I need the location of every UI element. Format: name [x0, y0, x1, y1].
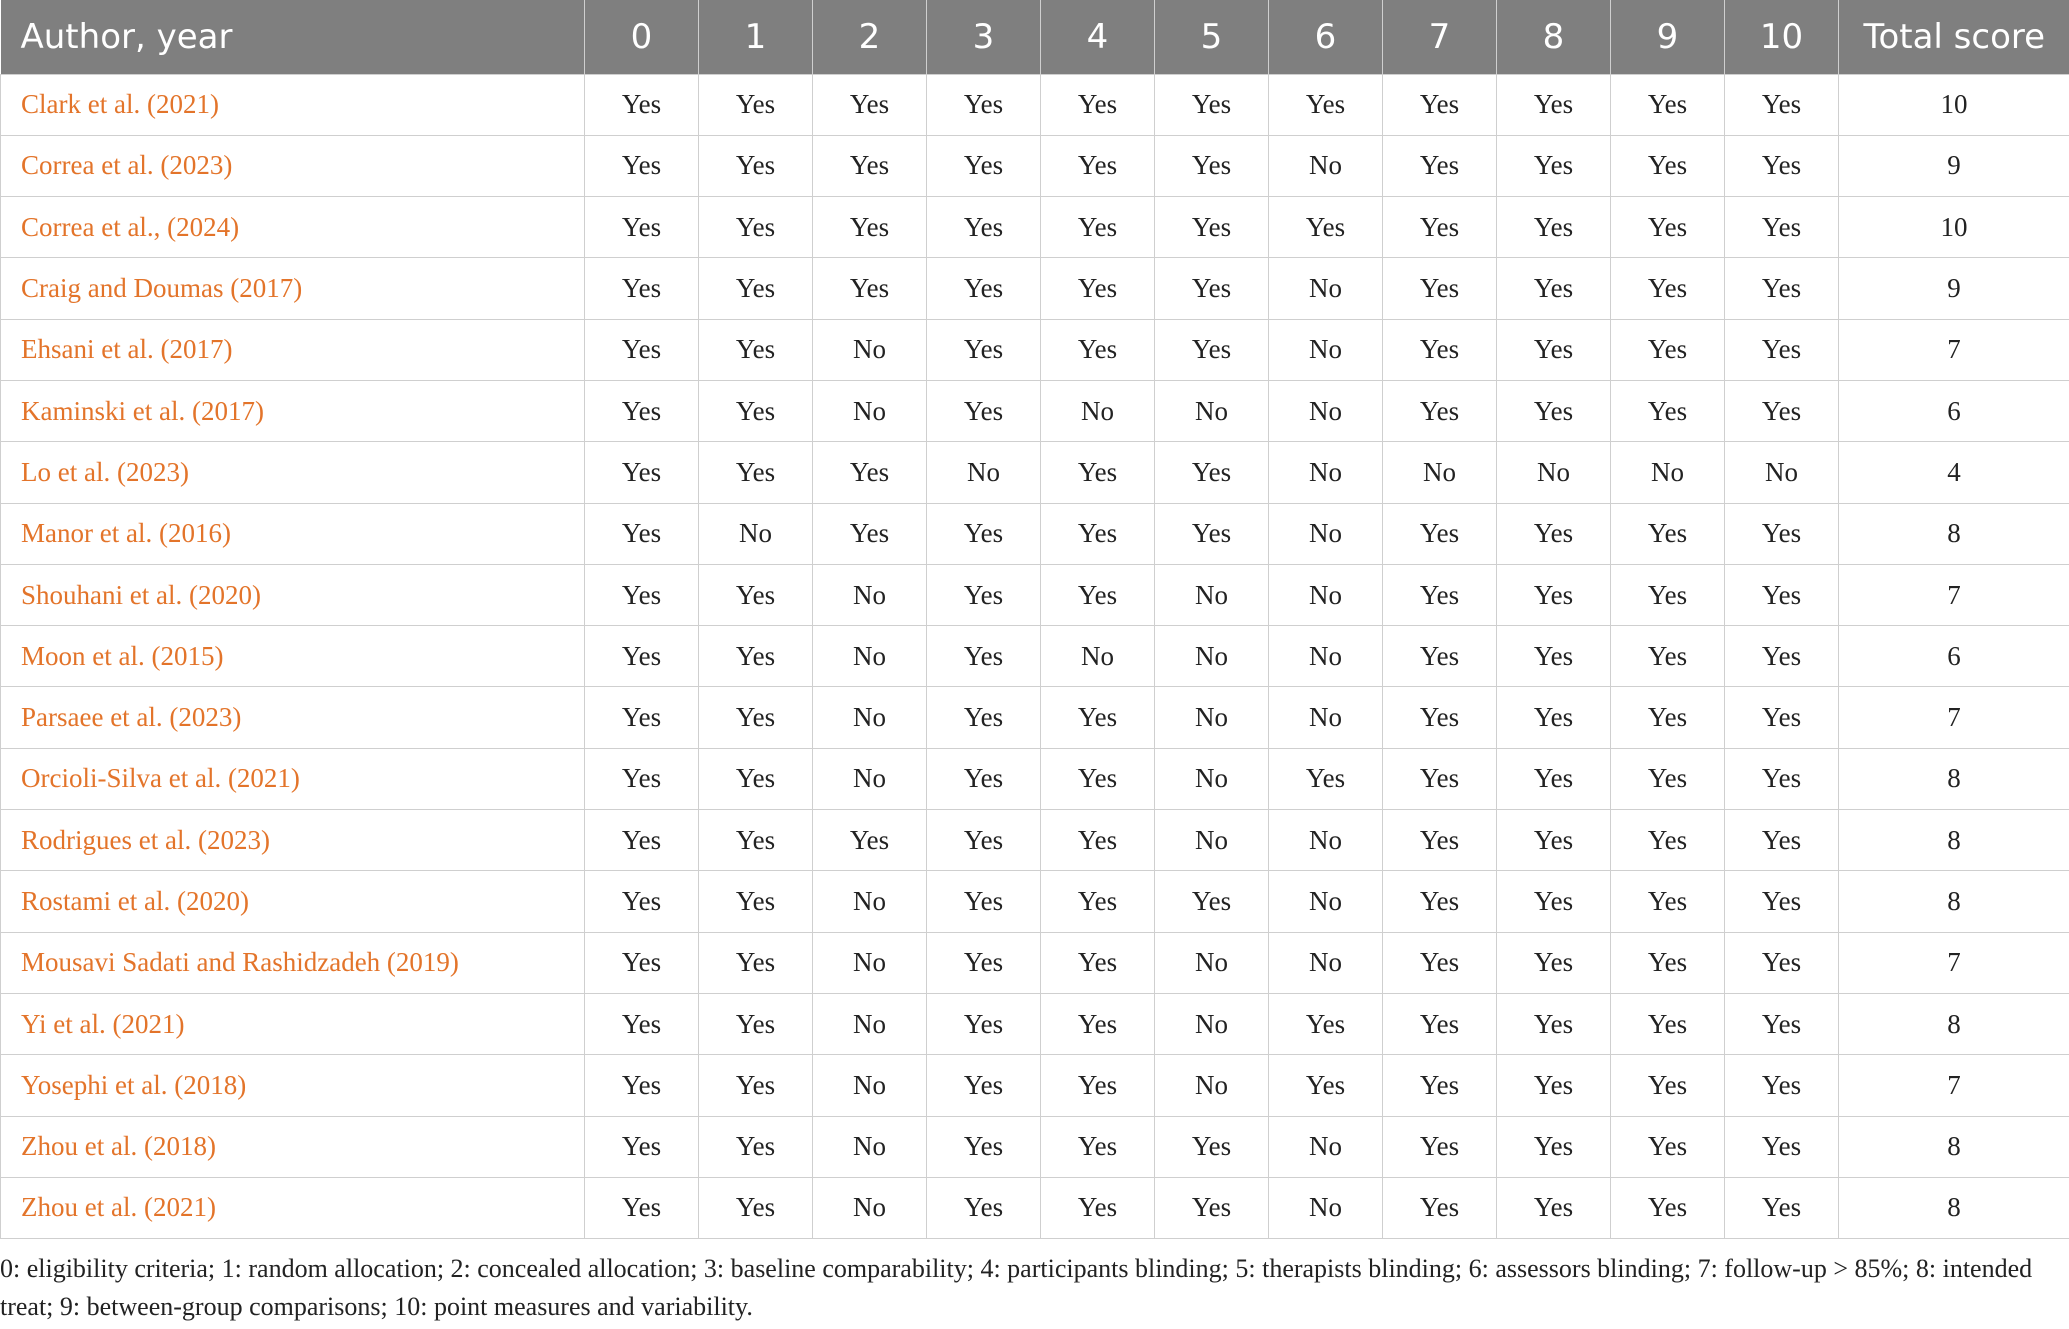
criterion-1-cell: Yes: [699, 932, 813, 993]
criterion-9-cell: Yes: [1611, 564, 1725, 625]
criterion-0-cell: Yes: [585, 993, 699, 1054]
criterion-3-cell: Yes: [927, 258, 1041, 319]
table-row: [1, 135, 2069, 196]
total-score-cell: 9: [1839, 135, 2069, 196]
criterion-1-cell: Yes: [699, 871, 813, 932]
criterion-2-cell: No: [813, 319, 927, 380]
author-year-cell[interactable]: Zhou et al. (2018): [1, 1116, 585, 1177]
header-criterion-5: 5: [1155, 0, 1269, 74]
criterion-0-cell: Yes: [585, 135, 699, 196]
criterion-6-cell: No: [1269, 810, 1383, 871]
header-criterion-7: 7: [1383, 0, 1497, 74]
criterion-2-cell: Yes: [813, 810, 927, 871]
criterion-5-cell: No: [1155, 810, 1269, 871]
criterion-9-cell: Yes: [1611, 932, 1725, 993]
total-score-cell: 6: [1839, 626, 2069, 687]
criterion-1-cell: Yes: [699, 1116, 813, 1177]
criterion-6-cell: No: [1269, 380, 1383, 441]
criterion-10-cell: Yes: [1725, 1116, 1839, 1177]
criterion-9-cell: Yes: [1611, 871, 1725, 932]
criterion-7-cell: Yes: [1383, 932, 1497, 993]
criterion-7-cell: Yes: [1383, 74, 1497, 135]
criterion-9-cell: Yes: [1611, 74, 1725, 135]
criterion-10-cell: Yes: [1725, 1055, 1839, 1116]
criterion-3-cell: Yes: [927, 626, 1041, 687]
criterion-4-cell: Yes: [1041, 687, 1155, 748]
criterion-7-cell: Yes: [1383, 871, 1497, 932]
criterion-5-cell: Yes: [1155, 1177, 1269, 1238]
criterion-3-cell: Yes: [927, 319, 1041, 380]
criterion-4-cell: Yes: [1041, 748, 1155, 809]
total-score-cell: 7: [1839, 564, 2069, 625]
criterion-4-cell: Yes: [1041, 135, 1155, 196]
criterion-6-cell: No: [1269, 258, 1383, 319]
criterion-1-cell: Yes: [699, 319, 813, 380]
criterion-4-cell: Yes: [1041, 319, 1155, 380]
criterion-7-cell: Yes: [1383, 380, 1497, 441]
criterion-3-cell: Yes: [927, 197, 1041, 258]
total-score-cell: 7: [1839, 932, 2069, 993]
criterion-5-cell: No: [1155, 932, 1269, 993]
total-score-cell: 7: [1839, 319, 2069, 380]
criterion-5-cell: Yes: [1155, 197, 1269, 258]
criterion-4-cell: No: [1041, 380, 1155, 441]
author-year-cell[interactable]: Kaminski et al. (2017): [1, 380, 585, 441]
criterion-5-cell: No: [1155, 564, 1269, 625]
criterion-9-cell: Yes: [1611, 503, 1725, 564]
total-score-cell: 10: [1839, 74, 2069, 135]
header-criterion-4: 4: [1041, 0, 1155, 74]
criterion-5-cell: Yes: [1155, 871, 1269, 932]
criterion-4-cell: Yes: [1041, 993, 1155, 1054]
criterion-0-cell: Yes: [585, 871, 699, 932]
criterion-5-cell: Yes: [1155, 503, 1269, 564]
criterion-5-cell: No: [1155, 687, 1269, 748]
table-row: [1, 380, 2069, 441]
criterion-1-cell: Yes: [699, 74, 813, 135]
table-row: [1, 442, 2069, 503]
criterion-2-cell: Yes: [813, 258, 927, 319]
criterion-2-cell: No: [813, 564, 927, 625]
criterion-7-cell: Yes: [1383, 1116, 1497, 1177]
criterion-0-cell: Yes: [585, 687, 699, 748]
criterion-7-cell: Yes: [1383, 993, 1497, 1054]
criterion-9-cell: Yes: [1611, 748, 1725, 809]
criterion-6-cell: Yes: [1269, 197, 1383, 258]
criterion-4-cell: No: [1041, 626, 1155, 687]
table-row: [1, 626, 2069, 687]
criterion-9-cell: Yes: [1611, 626, 1725, 687]
header-criterion-9: 9: [1611, 0, 1725, 74]
table-row: [1, 74, 2069, 135]
criterion-9-cell: Yes: [1611, 258, 1725, 319]
criterion-0-cell: Yes: [585, 1055, 699, 1116]
criterion-0-cell: Yes: [585, 748, 699, 809]
criterion-9-cell: No: [1611, 442, 1725, 503]
criterion-5-cell: No: [1155, 748, 1269, 809]
criterion-2-cell: No: [813, 748, 927, 809]
criterion-9-cell: Yes: [1611, 135, 1725, 196]
criterion-2-cell: Yes: [813, 503, 927, 564]
author-year-cell[interactable]: Correa et al., (2024): [1, 197, 585, 258]
criterion-9-cell: Yes: [1611, 993, 1725, 1054]
criterion-1-cell: Yes: [699, 380, 813, 441]
criterion-0-cell: Yes: [585, 197, 699, 258]
total-score-cell: 8: [1839, 503, 2069, 564]
criterion-10-cell: No: [1725, 442, 1839, 503]
criterion-4-cell: Yes: [1041, 1055, 1155, 1116]
header-criterion-10: 10: [1725, 0, 1839, 74]
criterion-10-cell: Yes: [1725, 810, 1839, 871]
author-year-cell[interactable]: Orcioli-Silva et al. (2021): [1, 748, 585, 809]
criterion-7-cell: Yes: [1383, 748, 1497, 809]
criterion-9-cell: Yes: [1611, 810, 1725, 871]
total-score-cell: 7: [1839, 1055, 2069, 1116]
table-row: [1, 687, 2069, 748]
criterion-8-cell: Yes: [1497, 74, 1611, 135]
criterion-1-cell: Yes: [699, 1177, 813, 1238]
author-year-cell[interactable]: Yosephi et al. (2018): [1, 1055, 585, 1116]
total-score-cell: 10: [1839, 197, 2069, 258]
criterion-7-cell: Yes: [1383, 319, 1497, 380]
criterion-4-cell: Yes: [1041, 442, 1155, 503]
criterion-6-cell: No: [1269, 135, 1383, 196]
criterion-8-cell: Yes: [1497, 319, 1611, 380]
header-criterion-6: 6: [1269, 0, 1383, 74]
criterion-1-cell: No: [699, 503, 813, 564]
criterion-1-cell: Yes: [699, 442, 813, 503]
author-year-cell[interactable]: Craig and Doumas (2017): [1, 258, 585, 319]
table-header: [1, 0, 2069, 74]
criterion-8-cell: Yes: [1497, 687, 1611, 748]
criterion-3-cell: Yes: [927, 993, 1041, 1054]
criterion-3-cell: No: [927, 442, 1041, 503]
criterion-8-cell: Yes: [1497, 1177, 1611, 1238]
table-footnote: 0: eligibility criteria; 1: random allocation; 2: concealed allocation; 3: baseline comparability; 4: participants blinding; 5: therapists blinding; 6: assessors blinding; 7: follow-up > 85%; 8: intended treat; 9: between-group comparisons; 10: point measures and variability.: [0, 1254, 2033, 1321]
criterion-4-cell: Yes: [1041, 564, 1155, 625]
criterion-7-cell: Yes: [1383, 258, 1497, 319]
header-row: [1, 0, 2069, 74]
criterion-6-cell: Yes: [1269, 1055, 1383, 1116]
table-body: [1, 74, 2069, 1239]
header-author-year: Author, year: [1, 0, 585, 74]
criterion-3-cell: Yes: [927, 687, 1041, 748]
table-row: [1, 1116, 2069, 1177]
author-year-cell[interactable]: Parsaee et al. (2023): [1, 687, 585, 748]
criterion-8-cell: Yes: [1497, 1116, 1611, 1177]
criterion-1-cell: Yes: [699, 626, 813, 687]
criterion-10-cell: Yes: [1725, 380, 1839, 441]
criterion-10-cell: Yes: [1725, 74, 1839, 135]
criterion-2-cell: Yes: [813, 135, 927, 196]
criterion-10-cell: Yes: [1725, 687, 1839, 748]
author-year-cell[interactable]: Rostami et al. (2020): [1, 871, 585, 932]
table-row: [1, 810, 2069, 871]
criterion-6-cell: No: [1269, 319, 1383, 380]
criterion-5-cell: Yes: [1155, 258, 1269, 319]
criterion-7-cell: Yes: [1383, 197, 1497, 258]
criterion-2-cell: No: [813, 932, 927, 993]
total-score-cell: 8: [1839, 1177, 2069, 1238]
criterion-0-cell: Yes: [585, 503, 699, 564]
criterion-3-cell: Yes: [927, 810, 1041, 871]
criterion-2-cell: Yes: [813, 442, 927, 503]
header-criterion-2: 2: [813, 0, 927, 74]
criterion-7-cell: Yes: [1383, 135, 1497, 196]
criterion-4-cell: Yes: [1041, 74, 1155, 135]
criterion-2-cell: Yes: [813, 74, 927, 135]
author-year-cell[interactable]: Manor et al. (2016): [1, 503, 585, 564]
table-row: [1, 197, 2069, 258]
criterion-2-cell: No: [813, 871, 927, 932]
criterion-8-cell: Yes: [1497, 810, 1611, 871]
criterion-1-cell: Yes: [699, 197, 813, 258]
header-criterion-3: 3: [927, 0, 1041, 74]
criterion-4-cell: Yes: [1041, 871, 1155, 932]
table-row: [1, 503, 2069, 564]
criterion-9-cell: Yes: [1611, 380, 1725, 441]
author-year-cell[interactable]: Zhou et al. (2021): [1, 1177, 585, 1238]
criterion-5-cell: No: [1155, 993, 1269, 1054]
table-row: [1, 993, 2069, 1054]
author-year-cell[interactable]: Shouhani et al. (2020): [1, 564, 585, 625]
criterion-0-cell: Yes: [585, 380, 699, 441]
criterion-9-cell: Yes: [1611, 1177, 1725, 1238]
criterion-6-cell: No: [1269, 1116, 1383, 1177]
criterion-10-cell: Yes: [1725, 258, 1839, 319]
table-row: [1, 258, 2069, 319]
criterion-2-cell: No: [813, 626, 927, 687]
criterion-6-cell: Yes: [1269, 74, 1383, 135]
total-score-cell: 8: [1839, 871, 2069, 932]
criterion-3-cell: Yes: [927, 1055, 1041, 1116]
criterion-0-cell: Yes: [585, 442, 699, 503]
total-score-cell: 8: [1839, 810, 2069, 871]
criterion-9-cell: Yes: [1611, 687, 1725, 748]
criterion-4-cell: Yes: [1041, 258, 1155, 319]
total-score-cell: 9: [1839, 258, 2069, 319]
author-year-cell[interactable]: Lo et al. (2023): [1, 442, 585, 503]
total-score-cell: 7: [1839, 687, 2069, 748]
criterion-3-cell: Yes: [927, 564, 1041, 625]
criterion-1-cell: Yes: [699, 1055, 813, 1116]
criterion-10-cell: Yes: [1725, 993, 1839, 1054]
criterion-6-cell: No: [1269, 442, 1383, 503]
criterion-8-cell: Yes: [1497, 135, 1611, 196]
criterion-2-cell: No: [813, 1116, 927, 1177]
criterion-2-cell: No: [813, 380, 927, 441]
criterion-3-cell: Yes: [927, 748, 1041, 809]
criterion-2-cell: Yes: [813, 197, 927, 258]
criterion-10-cell: Yes: [1725, 1177, 1839, 1238]
criterion-5-cell: Yes: [1155, 74, 1269, 135]
criterion-4-cell: Yes: [1041, 932, 1155, 993]
criterion-1-cell: Yes: [699, 810, 813, 871]
criterion-6-cell: No: [1269, 932, 1383, 993]
criterion-10-cell: Yes: [1725, 197, 1839, 258]
criterion-6-cell: No: [1269, 626, 1383, 687]
table-row: [1, 932, 2069, 993]
criterion-9-cell: Yes: [1611, 1116, 1725, 1177]
criterion-8-cell: Yes: [1497, 932, 1611, 993]
total-score-cell: 8: [1839, 1116, 2069, 1177]
criterion-0-cell: Yes: [585, 1177, 699, 1238]
header-criterion-8: 8: [1497, 0, 1611, 74]
criterion-0-cell: Yes: [585, 932, 699, 993]
criterion-8-cell: Yes: [1497, 748, 1611, 809]
criterion-3-cell: Yes: [927, 74, 1041, 135]
criterion-4-cell: Yes: [1041, 810, 1155, 871]
criterion-6-cell: Yes: [1269, 993, 1383, 1054]
criterion-4-cell: Yes: [1041, 503, 1155, 564]
criterion-10-cell: Yes: [1725, 564, 1839, 625]
criterion-10-cell: Yes: [1725, 932, 1839, 993]
table-row: [1, 319, 2069, 380]
total-score-cell: 6: [1839, 380, 2069, 441]
criterion-3-cell: Yes: [927, 1177, 1041, 1238]
criterion-5-cell: Yes: [1155, 1116, 1269, 1177]
total-score-cell: 8: [1839, 993, 2069, 1054]
criterion-8-cell: Yes: [1497, 626, 1611, 687]
author-year-cell[interactable]: Yi et al. (2021): [1, 993, 585, 1054]
criterion-8-cell: Yes: [1497, 564, 1611, 625]
criterion-1-cell: Yes: [699, 135, 813, 196]
criterion-8-cell: Yes: [1497, 258, 1611, 319]
criterion-6-cell: No: [1269, 564, 1383, 625]
criterion-7-cell: No: [1383, 442, 1497, 503]
criterion-5-cell: No: [1155, 626, 1269, 687]
criterion-2-cell: No: [813, 687, 927, 748]
criterion-8-cell: Yes: [1497, 871, 1611, 932]
total-score-cell: 8: [1839, 748, 2069, 809]
criterion-8-cell: Yes: [1497, 993, 1611, 1054]
criterion-0-cell: Yes: [585, 564, 699, 625]
criterion-0-cell: Yes: [585, 810, 699, 871]
criterion-5-cell: No: [1155, 1055, 1269, 1116]
criterion-7-cell: Yes: [1383, 1055, 1497, 1116]
author-year-cell[interactable]: Mousavi Sadati and Rashidzadeh (2019): [1, 932, 585, 993]
criterion-8-cell: Yes: [1497, 380, 1611, 441]
criterion-3-cell: Yes: [927, 932, 1041, 993]
total-score-cell: 4: [1839, 442, 2069, 503]
author-year-cell[interactable]: Ehsani et al. (2017): [1, 319, 585, 380]
criterion-0-cell: Yes: [585, 258, 699, 319]
criterion-0-cell: Yes: [585, 626, 699, 687]
header-total-score: Total score: [1863, 16, 2046, 57]
header-criterion-1: 1: [699, 0, 813, 74]
criterion-4-cell: Yes: [1041, 197, 1155, 258]
criterion-1-cell: Yes: [699, 564, 813, 625]
table-row: [1, 1055, 2069, 1116]
criterion-0-cell: Yes: [585, 1116, 699, 1177]
author-year-cell[interactable]: Rodrigues et al. (2023): [1, 810, 585, 871]
criterion-10-cell: Yes: [1725, 748, 1839, 809]
criterion-3-cell: Yes: [927, 380, 1041, 441]
criterion-6-cell: No: [1269, 1177, 1383, 1238]
criterion-4-cell: Yes: [1041, 1177, 1155, 1238]
criterion-3-cell: Yes: [927, 503, 1041, 564]
criterion-10-cell: Yes: [1725, 319, 1839, 380]
criterion-8-cell: Yes: [1497, 197, 1611, 258]
criterion-6-cell: No: [1269, 871, 1383, 932]
table-row: [1, 871, 2069, 932]
criterion-8-cell: Yes: [1497, 1055, 1611, 1116]
criterion-9-cell: Yes: [1611, 197, 1725, 258]
criterion-6-cell: No: [1269, 503, 1383, 564]
table-row: [1, 1177, 2069, 1238]
criterion-1-cell: Yes: [699, 748, 813, 809]
table-row: [1, 564, 2069, 625]
criterion-9-cell: Yes: [1611, 319, 1725, 380]
criterion-8-cell: Yes: [1497, 503, 1611, 564]
criterion-4-cell: Yes: [1041, 1116, 1155, 1177]
criterion-0-cell: Yes: [585, 74, 699, 135]
criterion-5-cell: No: [1155, 380, 1269, 441]
criterion-5-cell: Yes: [1155, 135, 1269, 196]
criterion-0-cell: Yes: [585, 319, 699, 380]
criterion-1-cell: Yes: [699, 687, 813, 748]
criterion-1-cell: Yes: [699, 993, 813, 1054]
criterion-9-cell: Yes: [1611, 1055, 1725, 1116]
criterion-10-cell: Yes: [1725, 626, 1839, 687]
criterion-1-cell: Yes: [699, 258, 813, 319]
author-year-cell[interactable]: Clark et al. (2021): [1, 74, 585, 135]
author-year-cell[interactable]: Moon et al. (2015): [1, 626, 585, 687]
criterion-6-cell: Yes: [1269, 748, 1383, 809]
criterion-7-cell: Yes: [1383, 503, 1497, 564]
criterion-10-cell: Yes: [1725, 871, 1839, 932]
header-criterion-0: 0: [585, 0, 699, 74]
criterion-10-cell: Yes: [1725, 135, 1839, 196]
criterion-7-cell: Yes: [1383, 564, 1497, 625]
criterion-2-cell: No: [813, 1055, 927, 1116]
criterion-5-cell: Yes: [1155, 319, 1269, 380]
criterion-5-cell: Yes: [1155, 442, 1269, 503]
criterion-3-cell: Yes: [927, 135, 1041, 196]
criterion-7-cell: Yes: [1383, 687, 1497, 748]
criterion-2-cell: No: [813, 1177, 927, 1238]
criterion-6-cell: No: [1269, 687, 1383, 748]
criterion-3-cell: Yes: [927, 1116, 1041, 1177]
table-row: [1, 748, 2069, 809]
author-year-cell[interactable]: Correa et al. (2023): [1, 135, 585, 196]
criterion-2-cell: No: [813, 993, 927, 1054]
criterion-7-cell: Yes: [1383, 626, 1497, 687]
criterion-8-cell: No: [1497, 442, 1611, 503]
criterion-7-cell: Yes: [1383, 1177, 1497, 1238]
criterion-3-cell: Yes: [927, 871, 1041, 932]
criterion-10-cell: Yes: [1725, 503, 1839, 564]
criterion-7-cell: Yes: [1383, 810, 1497, 871]
